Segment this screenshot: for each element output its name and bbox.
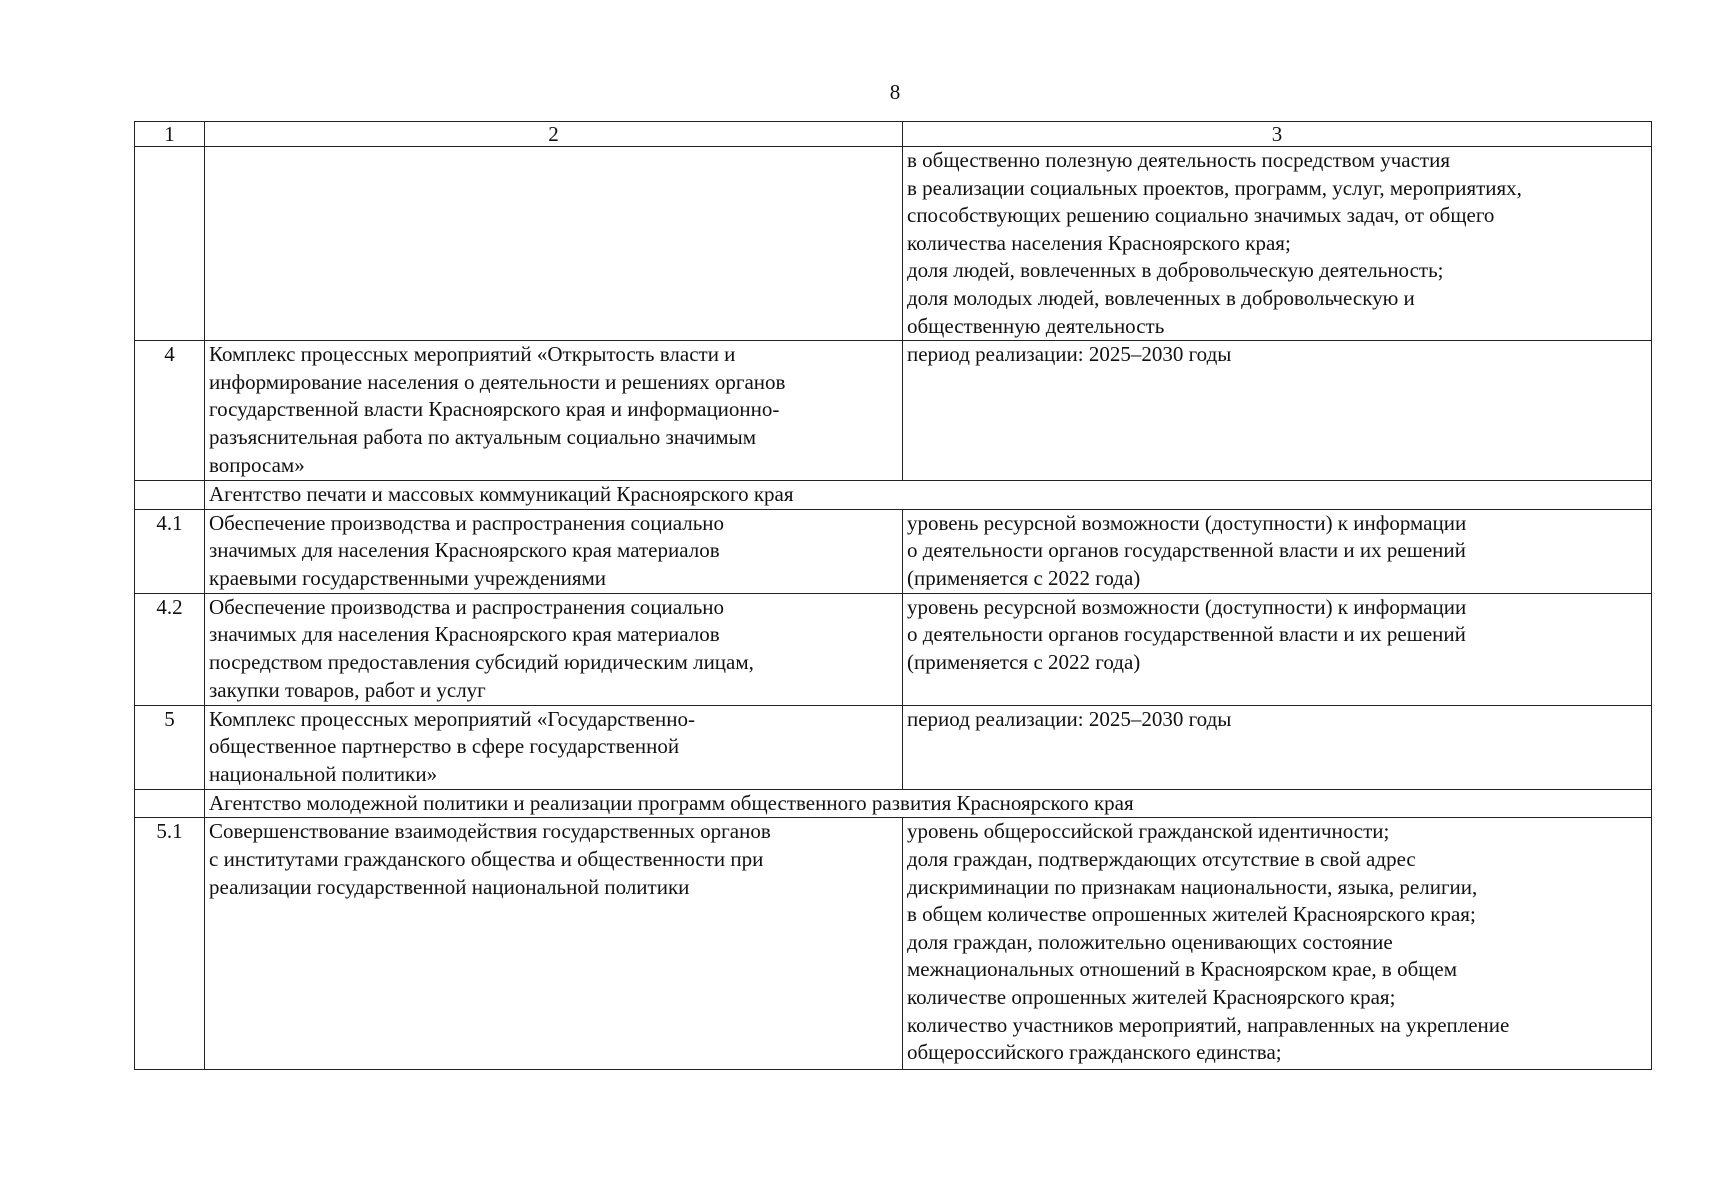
text-line: значимых для населения Красноярского края материалов bbox=[209, 622, 720, 647]
text-line: государственной власти Красноярского края и информационно- bbox=[209, 397, 780, 422]
text-line: общественное партнерство в сфере государственной bbox=[209, 734, 680, 759]
text-line: количество участников мероприятий, направленных на укрепление bbox=[907, 1012, 1510, 1037]
text-line: вопросам» bbox=[209, 452, 305, 477]
row-description bbox=[205, 147, 903, 341]
row-description bbox=[205, 509, 903, 593]
table-row bbox=[135, 705, 1652, 789]
text-line: о деятельности органов государственной власти и их решений bbox=[907, 538, 1466, 563]
text-line: Обеспечение производства и распространения социально bbox=[209, 510, 725, 535]
text-line: в общественно полезную деятельность посредством участия bbox=[907, 148, 1450, 172]
table-row bbox=[135, 593, 1652, 705]
agency-row bbox=[135, 481, 1652, 510]
text-line: информирование населения о деятельности и решениях органов bbox=[209, 369, 786, 394]
agency-row bbox=[135, 789, 1652, 818]
text-line: в общем количестве опрошенных жителей Красноярского края; bbox=[907, 902, 1476, 927]
text-line: уровень ресурсной возможности (доступности) к информации bbox=[907, 510, 1467, 535]
document-table bbox=[134, 121, 1652, 1070]
row-indicators bbox=[903, 593, 1652, 705]
text-line: разъяснительная работа по актуальным социально значимым bbox=[209, 424, 756, 449]
text-line: (применяется с 2022 года) bbox=[907, 565, 1141, 590]
text-line: общественную деятельность bbox=[907, 313, 1165, 338]
text-line: реализации государственной национальной политики bbox=[209, 874, 690, 899]
text-line: дискриминации по признакам национальности, языка, религии, bbox=[907, 874, 1478, 899]
text-line: межнациональных отношений в Красноярском крае, в общем bbox=[907, 957, 1458, 982]
text-line: период реализации: 2025–2030 годы bbox=[907, 342, 1232, 367]
row-description bbox=[205, 593, 903, 705]
table-row bbox=[135, 147, 1652, 341]
row-indicators bbox=[903, 509, 1652, 593]
table-row bbox=[135, 509, 1652, 593]
agency-name: Агентство печати и массовых коммуникаций Красноярского края bbox=[205, 481, 1652, 510]
text-line: количестве опрошенных жителей Красноярского края; bbox=[907, 984, 1396, 1009]
text-line: с институтами гражданского общества и общественности при bbox=[209, 846, 764, 871]
page-number: 8 bbox=[889, 80, 901, 104]
row-number: 4 bbox=[135, 341, 205, 481]
column-header-3: 3 bbox=[903, 122, 1652, 147]
row-indicators bbox=[903, 818, 1652, 1070]
row-number bbox=[135, 789, 205, 818]
text-line: о деятельности органов государственной власти и их решений bbox=[907, 622, 1466, 647]
text-line: Комплекс процессных мероприятий «Государственно- bbox=[209, 706, 695, 731]
row-indicators bbox=[903, 341, 1652, 481]
text-line: Совершенствование взаимодействия государственных органов bbox=[209, 819, 771, 844]
text-line: уровень общероссийской гражданской идентичности; bbox=[907, 819, 1390, 844]
text-line: доля людей, вовлеченных в добровольческую деятельность; bbox=[907, 258, 1444, 283]
text-line: доля граждан, подтверждающих отсутствие в свой адрес bbox=[907, 846, 1416, 871]
text-line: период реализации: 2025–2030 годы bbox=[907, 706, 1232, 731]
row-number: 5 bbox=[135, 705, 205, 789]
row-number bbox=[135, 481, 205, 510]
row-number: 4.2 bbox=[135, 593, 205, 705]
row-number: 5.1 bbox=[135, 818, 205, 1070]
text-line: доля молодых людей, вовлеченных в добровольческую и bbox=[907, 285, 1415, 310]
text-line: национальной политики» bbox=[209, 761, 438, 786]
text-line: общероссийского гражданского единства; bbox=[907, 1040, 1282, 1065]
table-row bbox=[135, 341, 1652, 481]
text-line: (применяется с 2022 года) bbox=[907, 649, 1141, 674]
column-header-1: 1 bbox=[135, 122, 205, 147]
text-line: посредством предоставления субсидий юридическим лицам, bbox=[209, 649, 754, 674]
text-line: количества населения Красноярского края; bbox=[907, 230, 1291, 255]
text-line: доля граждан, положительно оценивающих состояние bbox=[907, 929, 1393, 954]
row-description bbox=[205, 341, 903, 481]
row-description bbox=[205, 705, 903, 789]
text-line: Комплекс процессных мероприятий «Открытость власти и bbox=[209, 342, 736, 367]
text-line: уровень ресурсной возможности (доступности) к информации bbox=[907, 594, 1467, 619]
row-number: 4.1 bbox=[135, 509, 205, 593]
row-indicators bbox=[903, 705, 1652, 789]
text-line: способствующих решению социально значимых задач, от общего bbox=[907, 203, 1495, 228]
row-number bbox=[135, 147, 205, 341]
column-header-2: 2 bbox=[205, 122, 903, 147]
text-line: в реализации социальных проектов, программ, услуг, мероприятиях, bbox=[907, 175, 1522, 200]
agency-name: Агентство молодежной политики и реализации программ общественного развития Красноярского края bbox=[205, 789, 1652, 818]
row-description bbox=[205, 818, 903, 1070]
text-line: краевыми государственными учреждениями bbox=[209, 565, 607, 590]
text-line: значимых для населения Красноярского края материалов bbox=[209, 538, 720, 563]
table-row bbox=[135, 818, 1652, 1070]
text-line: Обеспечение производства и распространения социально bbox=[209, 594, 725, 619]
text-line: закупки товаров, работ и услуг bbox=[209, 677, 486, 702]
row-indicators bbox=[903, 147, 1652, 341]
table-header-row bbox=[135, 122, 1652, 147]
